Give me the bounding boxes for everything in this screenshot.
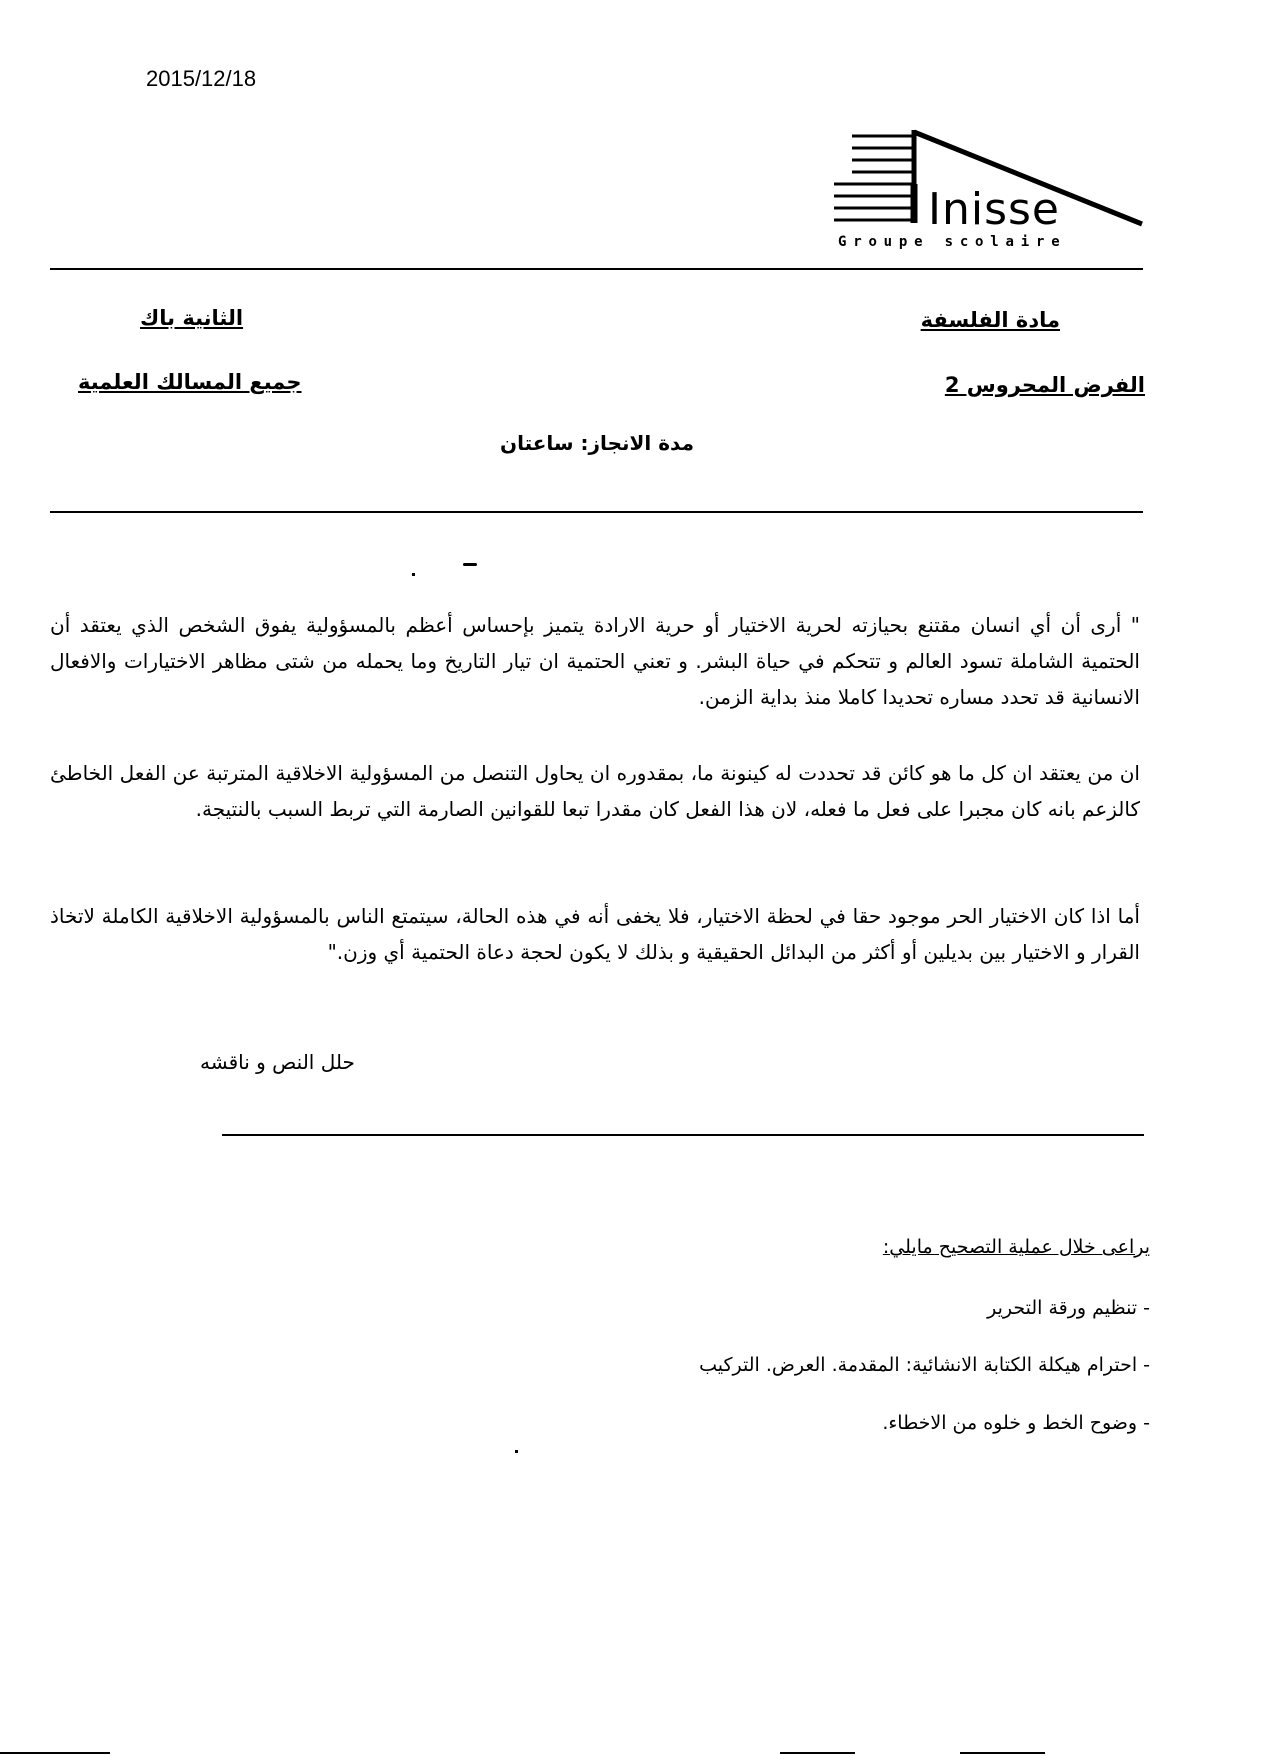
speck-mark bbox=[412, 573, 415, 576]
speck-mark bbox=[463, 563, 477, 566]
scan-edge-mark bbox=[960, 1752, 1045, 1754]
grading-title: يراعى خلال عملية التصحيح مايلي: bbox=[882, 1236, 1150, 1258]
logo-tagline: Groupe scolaire bbox=[838, 234, 1067, 250]
section-divider bbox=[50, 511, 1143, 513]
grading-item: - وضوح الخط و خلوه من الاخطاء. bbox=[882, 1412, 1150, 1434]
tracks-label: جميع المسالك العلمية bbox=[78, 370, 302, 394]
school-logo bbox=[830, 128, 1150, 258]
scan-edge-mark bbox=[780, 1752, 855, 1754]
scan-edge-mark bbox=[0, 1752, 110, 1754]
level-label: الثانية باك bbox=[140, 306, 244, 330]
speck-mark bbox=[515, 1450, 518, 1453]
exam-title: الفرض المحروس 2 bbox=[944, 373, 1145, 397]
task-instruction: حلل النص و ناقشه bbox=[200, 1050, 355, 1074]
subject-label: مادة الفلسفة bbox=[920, 308, 1060, 332]
grading-item: - تنظيم ورقة التحرير bbox=[987, 1297, 1150, 1319]
logo-graphic bbox=[830, 128, 1150, 258]
answer-divider bbox=[222, 1134, 1144, 1136]
duration-label: مدة الانجاز: ساعتان bbox=[500, 431, 694, 455]
grading-item: - احترام هيكلة الكتابة الانشائية: المقدمة. العرض. التركيب bbox=[699, 1354, 1150, 1376]
logo-name: Inisse bbox=[928, 184, 1061, 235]
header-divider bbox=[50, 268, 1143, 270]
exam-date: 2015/12/18 bbox=[146, 66, 257, 91]
text-paragraph-2: ان من يعتقد ان كل ما هو كائن قد تحددت له كينونة ما، بمقدوره ان يحاول التنصل من المسؤولية الاخلاقية المترتبة عن الفعل الخاطئ كالزعم بانه كان مجبرا على فعل ما فعله، لان هذا الفعل كان مقدرا تبعا للقوانين الصارمة التي تربط السبب بالنتيجة. bbox=[50, 761, 1140, 821]
text-paragraph-1: " أرى أن أي انسان مقتنع بحيازته لحرية الاختيار أو حرية الارادة يتميز بإحساس أعظم بالمسؤولية يفوق الشخص الذي يعتقد أن الحتمية الشاملة تسود العالم و تتحكم في حياة البشر. و تعني الحتمية ان تيار التاريخ وما يحمله من شتى مظاهر الاختيارات والافعال الانسانية قد تحدد مساره تحديدا كاملا منذ بداية الزمن. bbox=[50, 613, 1140, 709]
text-paragraph-3: أما اذا كان الاختيار الحر موجود حقا في لحظة الاختيار، فلا يخفى أنه في هذه الحالة، سيتمتع الناس بالمسؤولية الاخلاقية الكاملة لاتخاذ القرار و الاختيار بين بديلين أو أكثر من البدائل الحقيقية و بذلك لا يكون لحجة دعاة الحتمية أي وزن." bbox=[50, 904, 1140, 964]
